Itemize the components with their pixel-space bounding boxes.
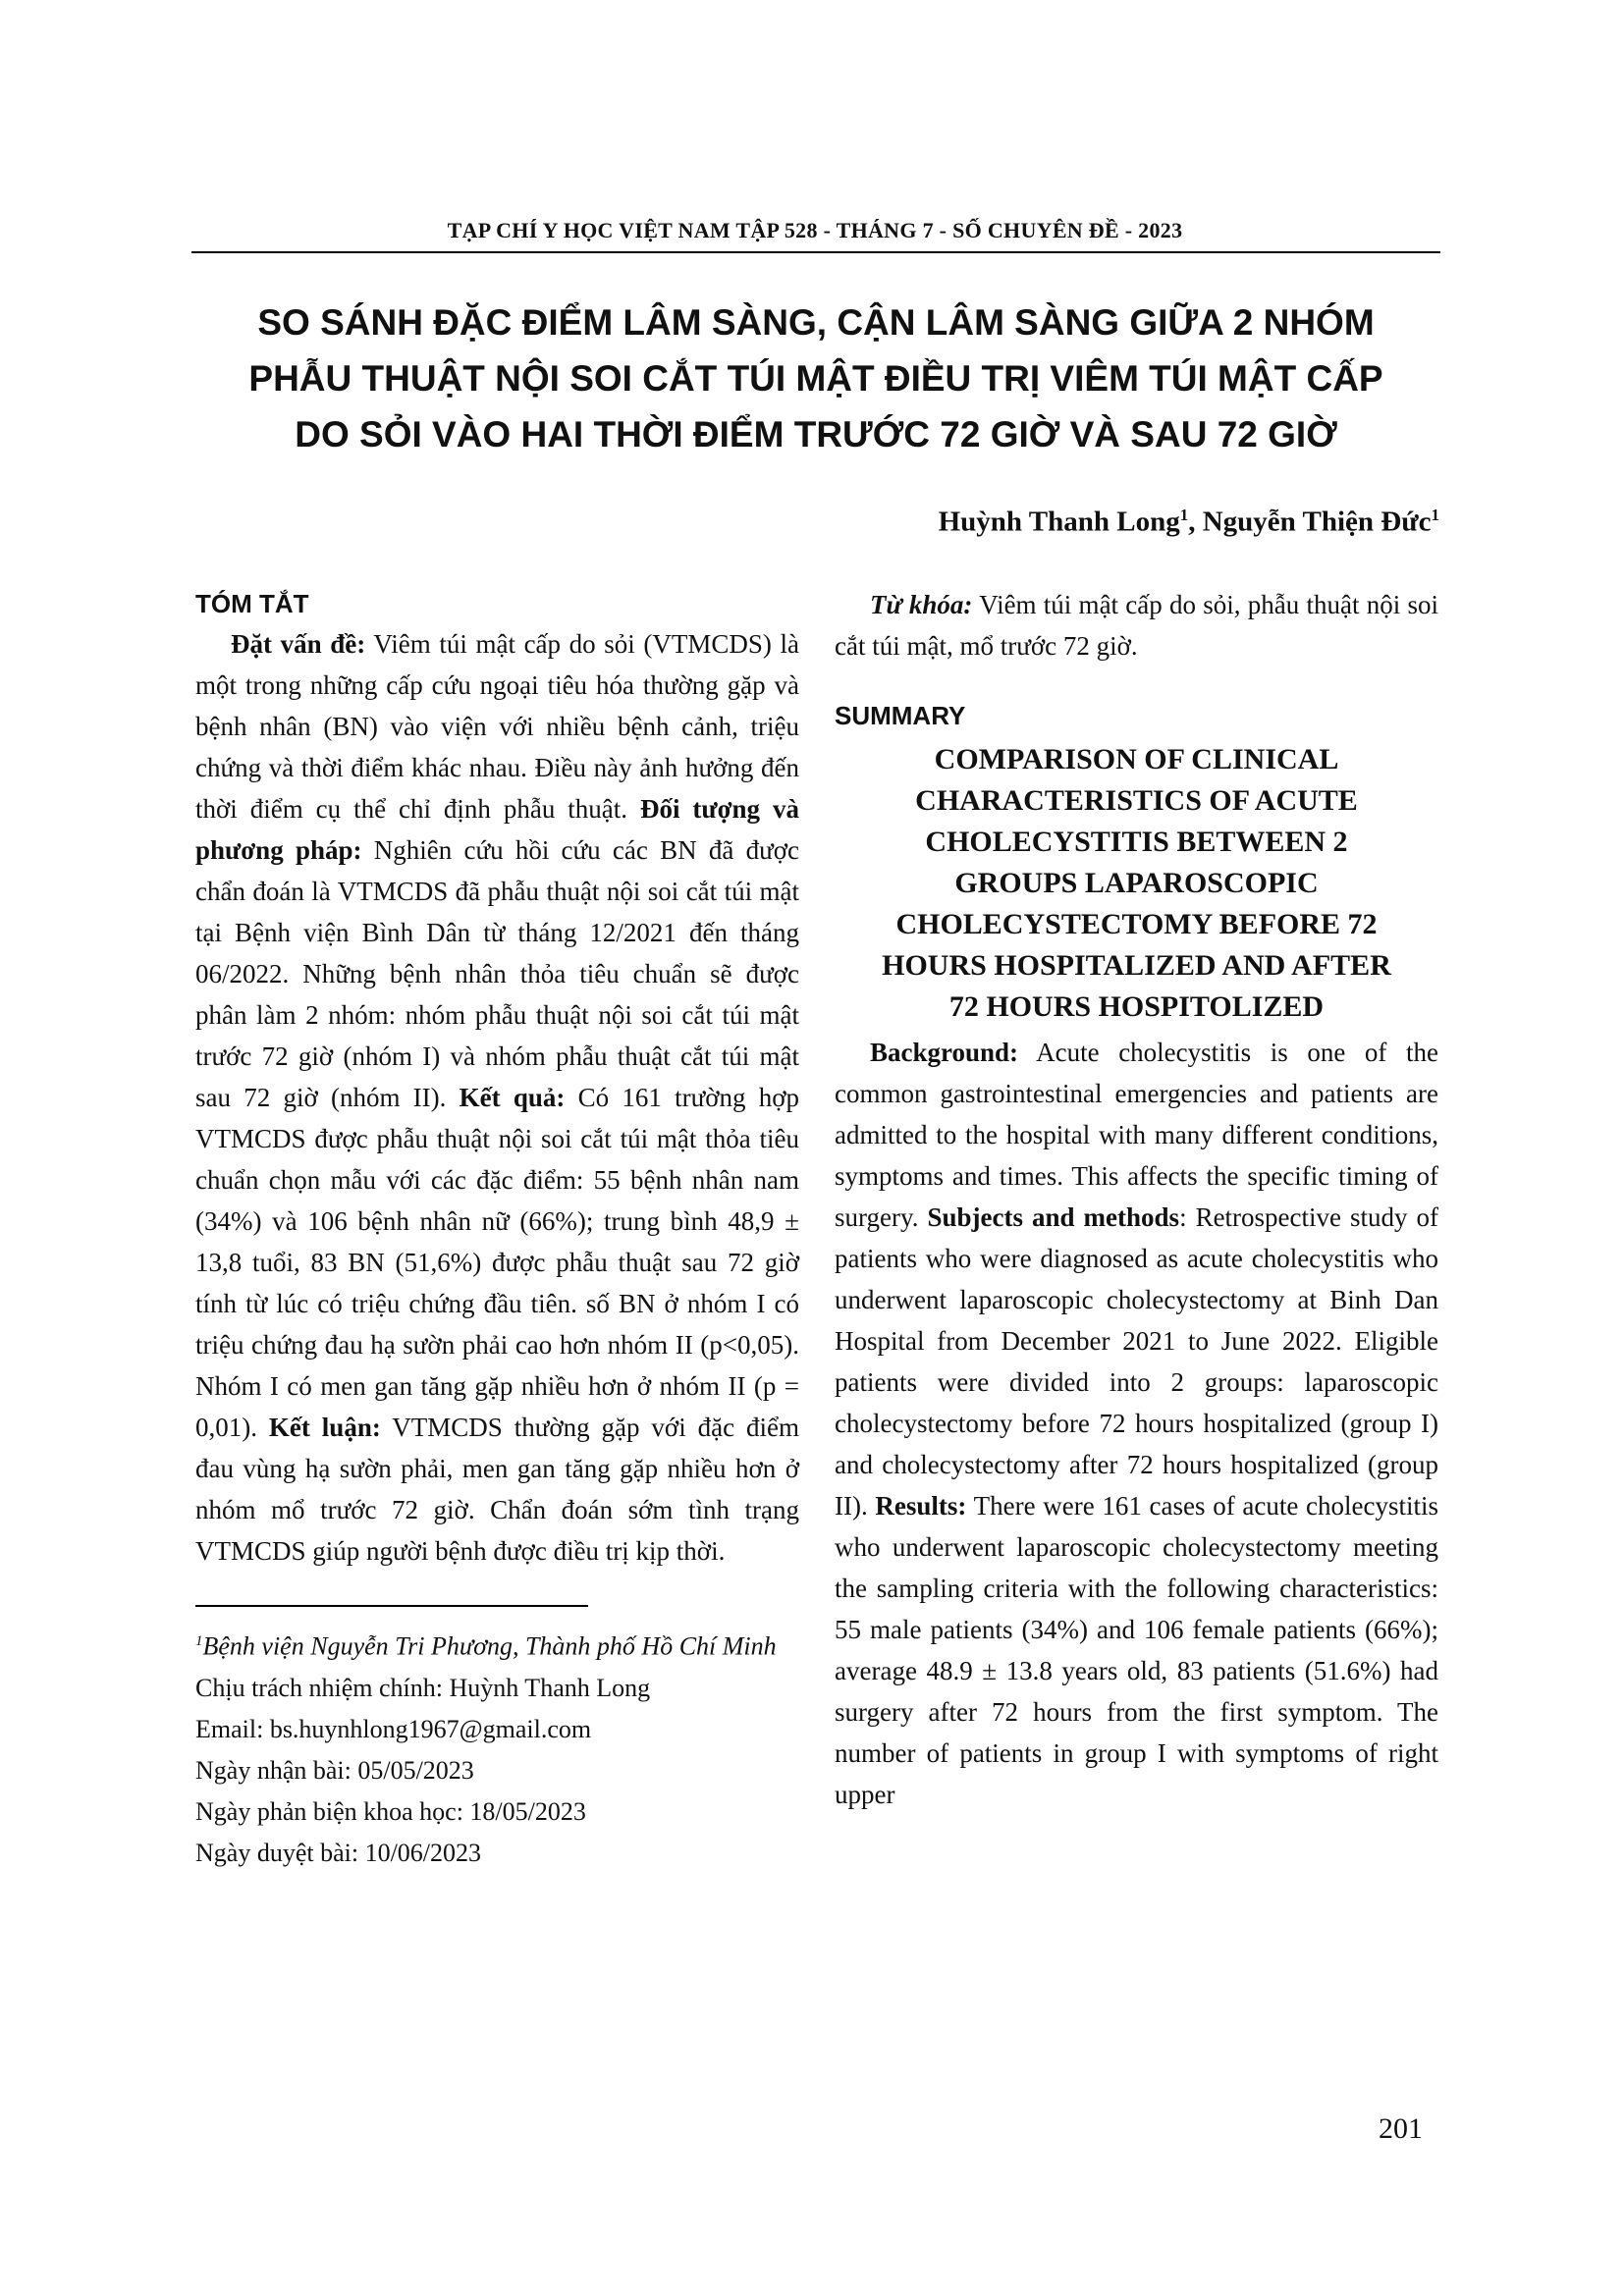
journal-header: TẠP CHÍ Y HỌC VIỆT NAM TẬP 528 - THÁNG 7 - SỐ CHUYÊN ĐỀ - 2023 <box>447 218 1183 242</box>
en-title-line: COMPARISON OF CLINICAL <box>934 743 1339 775</box>
methods-label-en: Subjects and methods <box>927 1202 1180 1232</box>
author-name: Nguyễn Thiện Đức <box>1202 506 1432 538</box>
abstract-heading-vn: TÓM TẮT <box>195 589 309 618</box>
en-title-line: GROUPS LAPAROSCOPIC <box>954 867 1319 899</box>
results-label-en: Results: <box>875 1491 967 1521</box>
conclusion-text: VTMCDS thường gặp với đặc điểm đau vùng hạ sườn phải, men gan tăng gặp nhiều hơn ở nhóm mổ trước 72 giờ. Chẩn đoán sớm tình trạng VTMCDS giúp người bệnh được điều trị kịp thời. <box>195 1413 799 1566</box>
en-title-line: HOURS HOSPITALIZED AND AFTER <box>882 949 1391 982</box>
footnote-affiliation <box>195 1621 799 1668</box>
title-line: SO SÁNH ĐẶC ĐIỂM LÂM SÀNG, CẬN LÂM SÀNG GIỮA 2 NHÓM <box>257 302 1375 343</box>
footnote-rule <box>195 1605 588 1607</box>
keywords-label: Từ khóa: <box>870 590 973 619</box>
title-line: PHẪU THUẬT NỘI SOI CẮT TÚI MẬT ĐIỀU TRỊ VIÊM TÚI MẬT CẤP <box>248 358 1383 399</box>
footnote-line: Ngày nhận bài: 05/05/2023 <box>195 1755 474 1785</box>
results-text-en: There were 161 cases of acute cholecystitis who underwent laparoscopic cholecystectomy meeting the sampling criteria with the following characteristics: 55 male patients (34%) and 106 female patients (66%); average 48.9 ± 13.8 years old, 83 patients (51.6%) had surgery after 72 hours from the first symptom. The number of patients in group I with symptoms of right upper <box>835 1491 1438 1809</box>
author-affiliation-mark: 1 <box>1431 506 1439 524</box>
summary-heading: SUMMARY <box>835 701 966 730</box>
author-line <box>939 506 1439 539</box>
methods-text: Nghiên cứu hồi cứu các BN đã được chẩn đoán là VTMCDS đã phẫu thuật nội soi cắt túi mật tại Bệnh viện Bình Dân từ tháng 12/2021 đến tháng 06/2022. Những bệnh nhân thỏa tiêu chuẩn sẽ được phân làm 2 nhóm: nhóm phẫu thuật nội soi cắt túi mật trước 72 giờ (nhóm I) và nhóm phẫu thuật cắt túi mật sau 72 giờ (nhóm II). <box>195 835 799 1112</box>
author-name: Huỳnh Thanh Long <box>938 506 1180 538</box>
en-title-line: CHARACTERISTICS OF ACUTE <box>915 784 1358 817</box>
abstract-en-body <box>835 1032 1438 1815</box>
background-text-en: Acute cholecystitis is one of the common gastrointestinal emergencies and patients are admitted to the hospital with many different conditions, symptoms and times. This affects the specific timing of surgery. <box>835 1038 1438 1232</box>
keywords-vn <box>835 584 1438 667</box>
background-label-en: Background: <box>870 1038 1019 1067</box>
footnote-line: Email: bs.huynhlong1967@gmail.com <box>195 1714 592 1743</box>
affiliation-text: Bệnh viện Nguyễn Tri Phương, Thành phố Hồ Chí Minh <box>202 1631 777 1661</box>
results-text: Có 161 trường hợp VTMCDS được phẫu thuật nội soi cắt túi mật thỏa tiêu chuẩn chọn mẫu với các đặc điểm: 55 bệnh nhân nam (34%) và 106 bệnh nhân nữ (66%); trung bình 48,9 ± 13,8 tuổi, 83 BN (51,6%) được phẫu thuật sau 72 giờ tính từ lúc có triệu chứng đầu tiên. số BN ở nhóm I có triệu chứng đau hạ sườn phải cao hơn nhóm II (p<0,05). Nhóm I có men gan tăng gặp nhiều hơn ở nhóm II (p = 0,01). <box>195 1083 799 1442</box>
footnote-line: Chịu trách nhiệm chính: Huỳnh Thanh Long <box>195 1673 651 1702</box>
page-number: 201 <box>1379 2112 1423 2145</box>
article-title <box>191 294 1440 462</box>
methods-text-en: : Retrospective study of patients who were diagnosed as acute cholecystitis who underwent laparoscopic cholecystectomy at Binh Dan Hospital from December 2021 to June 2022. Eligible patients were divided into 2 groups: laparoscopic cholecystectomy before 72 hours hospitalized (group I) and cholecystectomy after 72 hours hospitalized (group II). <box>835 1202 1439 1521</box>
footnote-mark: 1 <box>195 1633 203 1649</box>
left-column <box>195 584 799 1874</box>
conclusion-label: Kết luận: <box>268 1413 381 1442</box>
en-title-line: 72 HOURS HOSPITOLIZED <box>948 990 1325 1023</box>
author-affiliation-mark: 1 <box>1179 506 1189 524</box>
author-separator: , <box>1188 506 1203 538</box>
abstract-vn-body <box>195 623 799 1572</box>
footnote-line: Ngày duyệt bài: 10/06/2023 <box>195 1838 482 1867</box>
keywords-text: Viêm túi mật cấp do sỏi, phẫu thuật nội soi cắt túi mật, mổ trước 72 giờ. <box>835 590 1438 661</box>
english-title <box>835 739 1438 1028</box>
right-column <box>835 584 1438 1815</box>
background-label: Đặt vấn đề: <box>231 629 366 659</box>
en-title-line: CHOLECYSTITIS BETWEEN 2 <box>925 826 1348 858</box>
methods-label: Đối tượng và phương pháp: <box>195 794 799 865</box>
background-text: Viêm túi mật cấp do sỏi (VTMCDS) là một trong những cấp cứu ngoại tiêu hóa thường gặp và bệnh nhân (BN) vào viện với nhiều bệnh cảnh, triệu chứng và thời điểm khác nhau. Điều này ảnh hưởng đến thời điểm cụ thể chỉ định phẫu thuật. <box>195 629 799 824</box>
title-line: DO SỎI VÀO HAI THỜI ĐIỂM TRƯỚC 72 GIỜ VÀ SAU 72 GIỜ <box>295 414 1337 454</box>
footnote-line: Ngày phản biện khoa học: 18/05/2023 <box>195 1796 586 1826</box>
en-title-line: CHOLECYSTECTOMY BEFORE 72 <box>895 908 1378 940</box>
header-rule <box>191 251 1440 253</box>
results-label: Kết quả: <box>459 1083 566 1112</box>
